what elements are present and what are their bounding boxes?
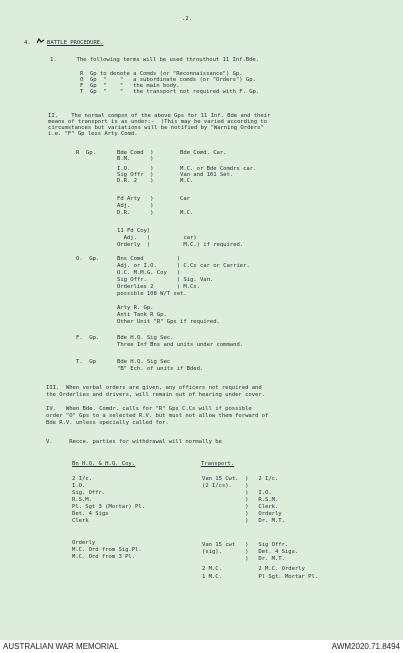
para-1-term: R Gp to denote a Comds (or "Reconnaissance") Gp. <box>80 71 243 77</box>
handwritten-tick-mark <box>36 38 45 45</box>
withdrawal-col1-line: M.C. Ord from Sig.Pl. <box>72 547 142 553</box>
withdrawal-col1-line: Sig. Offr. <box>72 490 106 496</box>
f-group-line: Three Inf Bns and units under command. <box>117 342 244 348</box>
o-group-label: O. Gp. <box>76 256 100 262</box>
r-group-line: I.O. ) M.C. or Bde Comdrs car. <box>117 166 257 172</box>
withdrawal-col1-heading: Bn H.Q. & H.Q. Coy. <box>72 461 136 467</box>
para-3-line: III. When verbal orders are given, any officers not required and <box>46 385 262 391</box>
o-group-line: possible 108 W/T set. <box>117 291 187 297</box>
withdrawal-col1-line: 2 I/c. <box>72 476 92 482</box>
o-group-line: Sig Offr. ) Sig. Van. <box>117 277 214 283</box>
para-2-line: i.e. "F" Gp less Arty Comd. <box>48 131 138 137</box>
para-2-line: circumstances but variations will be notified by "Warning Orders" <box>48 125 264 131</box>
o-group-line: Other Unit "R" Gps if required. <box>117 319 220 325</box>
r-group-line: Fd Arty ) Car <box>117 196 190 202</box>
t-group-label: T. Gp <box>76 359 96 365</box>
r-group-line: D.R. ) M.C. <box>117 210 194 216</box>
r-group-line: Adj. ) <box>117 203 154 209</box>
t-group-line: "B" Ech. of units if Bded. <box>117 366 204 372</box>
withdrawal-col2-line: ) Orderly <box>202 511 282 517</box>
para-4-line: order "O" Gps to a selected R.V. but must not allow them forward of <box>46 413 269 419</box>
withdrawal-col1-line: Pl. Sgt 3 (Mortar) Pl. <box>72 504 145 510</box>
page-number: .2. <box>182 16 192 22</box>
para-4-line: Bde R.V. unless specially called for. <box>46 420 169 426</box>
para-1-term: F Gp " " the main body. <box>80 83 180 89</box>
section-number: 4. <box>24 40 31 46</box>
r-group-line: Bde Comd ) Bde Comd. Car. <box>117 150 227 156</box>
withdrawal-col2-line: (2 I/cs). ) <box>202 483 249 489</box>
r-group-line: 11 Fd Coy) <box>117 228 151 234</box>
section-title: BATTLE PROCEDURE. <box>47 40 104 46</box>
f-group-line: Bde H.Q. Sig Sec. <box>117 335 174 341</box>
o-group-line: Bns Comd ) <box>117 256 181 262</box>
withdrawal-col2-line: ) Dr. M.T. <box>202 518 285 524</box>
para-1-intro: 1. The following terms will be used throuthout 11 Inf.Bde. <box>50 57 260 63</box>
archive-footer <box>0 640 403 653</box>
r-group-line: Orderly ) M.C.) if required. <box>117 242 244 248</box>
para-1-term: T Gp " " the transport not required with F. Gp. <box>80 89 260 95</box>
withdrawal-col1-line: I.O. <box>72 483 86 489</box>
withdrawal-col2-line: Van 15 cwt ) Sig Offr. <box>202 542 289 548</box>
o-group-line: Orderlies 2 ) M.Cs. <box>117 284 200 290</box>
withdrawal-col1-line: Orderly <box>72 540 96 546</box>
para-5-line: V. Recce. parties for withdrawal will normally be <box>46 439 222 445</box>
para-4-line: IV. When Bde. Comdr. calls for "R" Gps C.Cs will if possible <box>46 406 252 412</box>
r-group-line: B.M. ) <box>117 156 154 162</box>
para-1-term: O Gp " " a subordinate comds (or "Orders") Gp. <box>80 77 256 83</box>
para-2-line: II. The normal compsn of the above Gps for 11 Inf. Bde and their <box>48 113 271 119</box>
withdrawal-col2-line: ) R.S.M. <box>202 497 279 503</box>
r-group-label: R Gp. <box>76 150 96 156</box>
withdrawal-col1-line: Clerk <box>72 518 89 524</box>
r-group-line: Adj. ) car) <box>117 235 197 241</box>
withdrawal-col2-line: Van 15 Cwt. ) 2 I/c. <box>202 476 279 482</box>
r-group-line: D.R. 2 ) M.C. <box>117 178 194 184</box>
footer-archive-name: AUSTRALIAN WAR MEMORIAL <box>3 642 119 651</box>
withdrawal-col2-line: 1 M.C. Pl Sgt. Mortar Pl. <box>202 574 319 580</box>
withdrawal-col1-line: Det. 4 Sigs <box>72 511 109 517</box>
withdrawal-col2-line: (sig). ) Det. 4 Sigs. <box>202 549 299 555</box>
r-group-line: Sig Offr ) Van and 101 Set. <box>117 172 234 178</box>
para-2-line: means of transport is as under:- (This may be varied according to <box>48 119 267 125</box>
withdrawal-col1-line: R.S.M. <box>72 497 92 503</box>
withdrawal-col2-line: 2 M.C. 2 M.C. Orderly <box>202 566 305 572</box>
withdrawal-col2-line: ) Clerk. <box>202 504 279 510</box>
footer-catalogue-number: AWM2020.71.8494 <box>331 642 400 651</box>
withdrawal-col2-line: ) Dr. M.T. <box>202 556 285 562</box>
o-group-line: Arty R. Gp. <box>117 305 154 311</box>
o-group-line: O.C. M.M.G. Coy ) <box>117 270 181 276</box>
t-group-line: Bde H.Q. Sig Sec <box>117 359 171 365</box>
o-group-line: Adj. or I.O. ) C.Cs car or Carrier. <box>117 263 250 269</box>
withdrawal-col1-line: M.C. Ord from 3 Pl. <box>72 554 136 560</box>
withdrawal-col2-line: ) I.O. <box>202 490 272 496</box>
f-group-label: F. Gp. <box>76 335 100 341</box>
withdrawal-col2-heading: Transport. <box>201 461 235 467</box>
o-group-line: Anti Tank R Gp. <box>117 312 167 318</box>
para-3-line: the Orderlies and drivers, will remain out of hearing under cover. <box>46 392 265 398</box>
